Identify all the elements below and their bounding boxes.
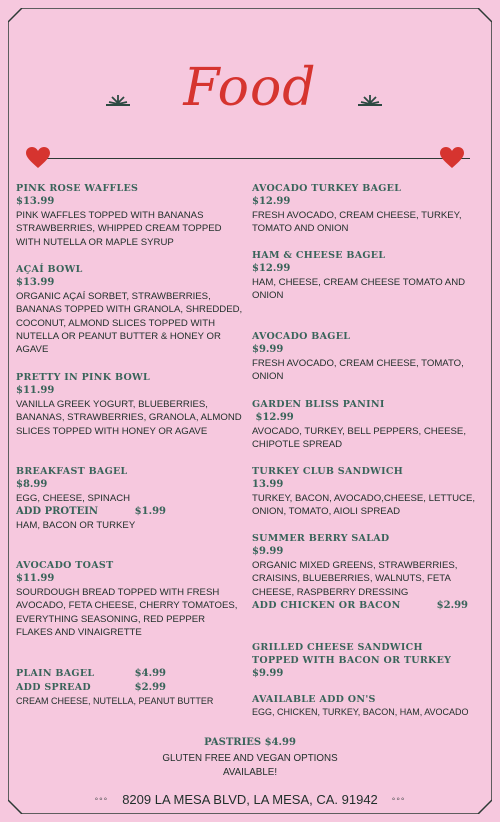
addon-description: CREAM CHEESE, NUTELLA, PEANUT BUTTER <box>16 696 214 706</box>
item-price: $12.99 <box>252 412 294 423</box>
dots-left-icon: ◦◦◦ <box>94 794 109 805</box>
item-description: AVOCADO, TURKEY, BELL PEPPERS, CHEESE, CHIPOTLE SPREAD <box>252 426 466 451</box>
menu-item-acai-bowl <box>16 263 244 356</box>
item-name: HAM & CHEESE BAGEL <box>252 250 386 261</box>
dietary-note <box>0 752 500 780</box>
dots-right-icon: ◦◦◦ <box>391 794 406 805</box>
menu-item-avocado-turkey-bagel <box>252 182 480 236</box>
item-price: $4.99 <box>134 668 166 679</box>
sprig-left-icon <box>106 92 130 106</box>
item-price: $12.99 <box>252 263 291 274</box>
menu-title: Food <box>183 58 317 118</box>
addon-price: $1.99 <box>134 506 166 518</box>
addon-row <box>16 505 166 519</box>
header-divider <box>30 158 470 159</box>
item-price: $9.99 <box>252 668 284 679</box>
item-description: FRESH AVOCADO, CREAM CHEESE, TURKEY, TOMATO AND ONION <box>252 210 462 235</box>
item-name: PINK ROSE WAFFLES <box>16 183 139 194</box>
item-price: $13.99 <box>16 196 55 207</box>
menu-item-summer-berry-salad <box>252 532 480 613</box>
menu-item-pink-rose-waffles <box>16 182 244 249</box>
item-price: $9.99 <box>252 546 284 557</box>
menu-item-avocado-bagel <box>252 330 480 384</box>
item-name: AVOCADO BAGEL <box>252 331 351 342</box>
item-price: $11.99 <box>16 573 55 584</box>
heart-right-icon <box>440 147 464 169</box>
item-price: 13.99 <box>252 479 284 490</box>
item-name: PLAIN BAGEL <box>16 668 95 679</box>
item-description: FRESH AVOCADO, CREAM CHEESE, TOMATO, ONION <box>252 358 464 383</box>
addon-label: ADD CHICKEN OR BACON <box>252 599 401 611</box>
addon-description: HAM, BACON OR TURKEY <box>16 520 136 532</box>
addon-price: $2.99 <box>436 599 468 611</box>
dietary-note-line2: AVAILABLE! <box>222 767 278 778</box>
item-name: AVOCADO TOAST <box>16 560 114 571</box>
item-price: $12.99 <box>252 196 291 207</box>
item-name: AVOCADO TURKEY BAGEL <box>252 183 402 194</box>
menu-item-plain-bagel <box>16 667 244 708</box>
address-bar <box>0 792 500 807</box>
item-price: $8.99 <box>16 479 48 490</box>
item-description: PINK WAFFLES TOPPED WITH BANANAS STRAWBERRIES, WHIPPED CREAM TOPPED WITH NUTELLA OR MAPLE SYRUP <box>16 210 222 248</box>
addon-row <box>16 681 166 695</box>
pastries-line: PASTRIES $4.99 <box>204 737 296 748</box>
menu-item-pretty-in-pink-bowl <box>16 371 244 438</box>
item-description: HAM, CHEESE, CREAM CHEESE TOMATO AND ONION <box>252 277 466 302</box>
dietary-note-line1: GLUTEN FREE AND VEGAN OPTIONS <box>162 753 338 764</box>
item-description: SOURDOUGH BREAD TOPPED WITH FRESH AVOCADO, FETA CHEESE, CHERRY TOMATOES, EVERYTHING SEASONING, RED PEPPER FLAKES AND VINAIGRETTE <box>16 587 238 638</box>
item-name: GRILLED CHEESE SANDWICH <box>252 642 423 653</box>
addon-label: ADD SPREAD <box>16 682 91 693</box>
item-description: ORGANIC MIXED GREENS, STRAWBERRIES, CRAISINS, BLUEBERRIES, WALNUTS, FETA CHEESE, RASPBERRY DRESSING <box>252 560 458 598</box>
item-name: GARDEN BLISS PANINI <box>252 399 385 410</box>
item-price: $13.99 <box>16 277 55 288</box>
item-subname: TOPPED WITH BACON OR TURKEY <box>252 655 452 666</box>
addon-price: $2.99 <box>134 682 166 693</box>
addon-label: ADD PROTEIN <box>16 506 99 518</box>
heart-left-icon <box>26 147 50 169</box>
addon-row <box>252 599 468 613</box>
item-name: PRETTY IN PINK BOWL <box>16 372 150 383</box>
menu-item-available-add-ons <box>252 693 480 719</box>
menu-item-grilled-cheese-sandwich <box>252 641 480 681</box>
address-text: 8209 LA MESA BLVD, LA MESA, CA. 91942 <box>122 792 378 807</box>
item-name: AVAILABLE ADD ON'S <box>252 694 376 705</box>
item-description: EGG, CHEESE, SPINACH <box>16 493 131 504</box>
item-description: ORGANIC AÇAÍ SORBET, STRAWBERRIES, BANANAS TOPPED WITH GRANOLA, SHREDDED, COCONUT, ALMOND SLICES TOPPED WITH NUTELLA OR PEANUT BUTTER & HONEY OR AGAVE <box>16 291 243 356</box>
item-price: $9.99 <box>252 344 284 355</box>
item-price: $11.99 <box>16 385 55 396</box>
item-name: BREAKFAST BAGEL <box>16 466 128 477</box>
item-description: TURKEY, BACON, AVOCADO,CHEESE, LETTUCE, ONION, TOMATO, AIOLI SPREAD <box>252 493 476 518</box>
menu-item-avocado-toast <box>16 559 244 639</box>
menu-item-turkey-club-sandwich <box>252 465 480 519</box>
item-row <box>16 667 166 681</box>
menu-item-garden-bliss-panini <box>252 398 480 452</box>
item-description: VANILLA GREEK YOGURT, BLUEBERRIES, BANANAS, STRAWBERRIES, GRANOLA, ALMOND SLICES TOPPED WITH HONEY OR AGAVE <box>16 399 242 437</box>
item-description: EGG, CHICKEN, TURKEY, BACON, HAM, AVOCADO <box>252 707 469 717</box>
sprig-right-icon <box>358 92 382 106</box>
item-name: SUMMER BERRY SALAD <box>252 533 390 544</box>
menu-item-ham-cheese-bagel <box>252 249 480 303</box>
item-name: AÇAÍ BOWL <box>16 264 83 275</box>
menu-item-breakfast-bagel <box>16 465 244 533</box>
item-name: TURKEY CLUB SANDWICH <box>252 466 403 477</box>
